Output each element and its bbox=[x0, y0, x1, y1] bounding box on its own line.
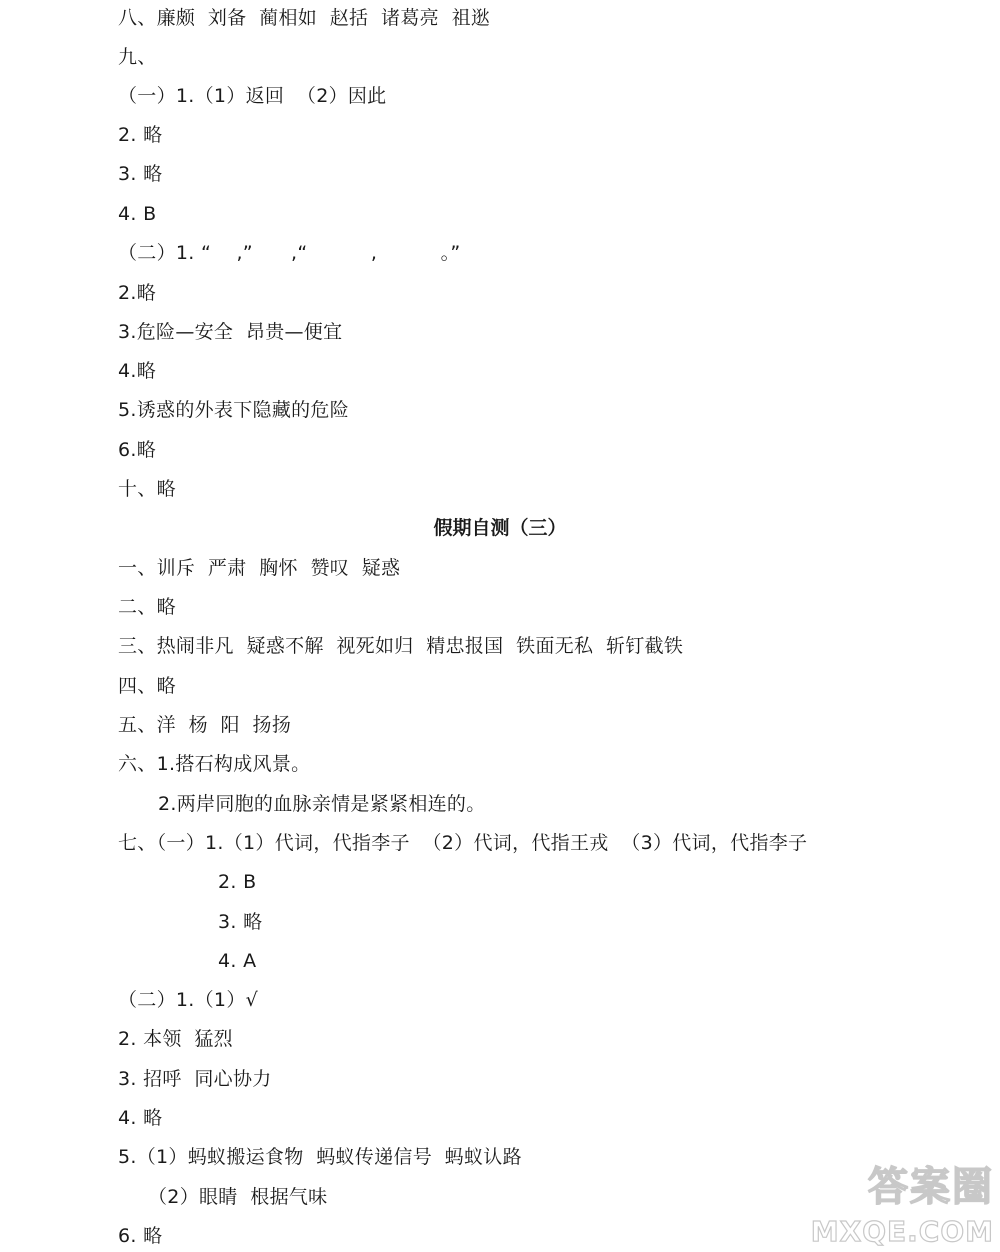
answer-line-7-2-5a: 5.（1）蚂蚁搬运食物 蚂蚁传递信号 蚂蚁认路 bbox=[118, 1146, 522, 1168]
answer-line-7-2-6: 6. 略 bbox=[118, 1225, 163, 1247]
answer-line-7-1-2: 2. B bbox=[218, 871, 257, 893]
answer-line-7-2-1: （二）1.（1）√ bbox=[118, 989, 259, 1011]
answer-line-7-2-5b: （2）眼睛 根据气味 bbox=[148, 1186, 328, 1208]
answer-line-9-2-5: 5.诱惑的外表下隐藏的危险 bbox=[118, 399, 350, 421]
answer-line-3: 三、热闹非凡 疑惑不解 视死如归 精忠报国 铁面无私 斩钉截铁 bbox=[118, 635, 684, 657]
answer-line-7-1-4: 4. A bbox=[218, 950, 257, 972]
section-title: 假期自测（三） bbox=[433, 517, 567, 539]
answer-line-9-1-3: 3. 略 bbox=[118, 163, 163, 185]
answer-line-10: 十、略 bbox=[118, 478, 176, 500]
answer-line-9-2-1: （二）1. “ ,” ,“ , 。” bbox=[118, 242, 461, 264]
answer-line-7-1-1: 七、（一）1.（1）代词，代指李子 （2）代词，代指王戎 （3）代词，代指李子 bbox=[118, 832, 808, 854]
answer-line-2: 二、略 bbox=[118, 596, 176, 618]
answer-line-9-1-1: （一）1.（1）返回 （2）因此 bbox=[118, 85, 387, 107]
answer-line-5: 五、洋 杨 阳 扬扬 bbox=[118, 714, 292, 736]
answer-line-7-1-3: 3. 略 bbox=[218, 911, 263, 933]
answer-line-9-1-4: 4. B bbox=[118, 203, 157, 225]
answer-line-4: 四、略 bbox=[118, 675, 176, 697]
answer-line-9-2-6: 6.略 bbox=[118, 439, 157, 461]
answer-line-1: 一、训斥 严肃 胸怀 赞叹 疑惑 bbox=[118, 557, 401, 579]
answer-line-7-2-4: 4. 略 bbox=[118, 1107, 163, 1129]
watermark-logo bbox=[809, 1158, 994, 1248]
watermark-top-text: 答案圈 bbox=[868, 1163, 994, 1210]
answer-line-6-2: 2.两岸同胞的血脉亲情是紧紧相连的。 bbox=[158, 793, 486, 815]
watermark-bottom-text: MXQE.COM bbox=[810, 1215, 994, 1248]
answer-line-7-2-2: 2. 本领 猛烈 bbox=[118, 1028, 233, 1050]
answer-line-6-1: 六、1.搭石构成风景。 bbox=[118, 753, 311, 775]
answer-line-8: 八、廉颇 刘备 蔺相如 赵括 诸葛亮 祖逖 bbox=[118, 7, 491, 29]
answer-line-9-2-4: 4.略 bbox=[118, 360, 157, 382]
answer-line-9: 九、 bbox=[118, 46, 157, 68]
answer-line-9-2-2: 2.略 bbox=[118, 282, 157, 304]
answer-line-7-2-3: 3. 招呼 同心协力 bbox=[118, 1068, 272, 1090]
answer-line-9-2-3: 3.危险—安全 昂贵—便宜 bbox=[118, 321, 343, 343]
answer-line-9-1-2: 2. 略 bbox=[118, 124, 163, 146]
